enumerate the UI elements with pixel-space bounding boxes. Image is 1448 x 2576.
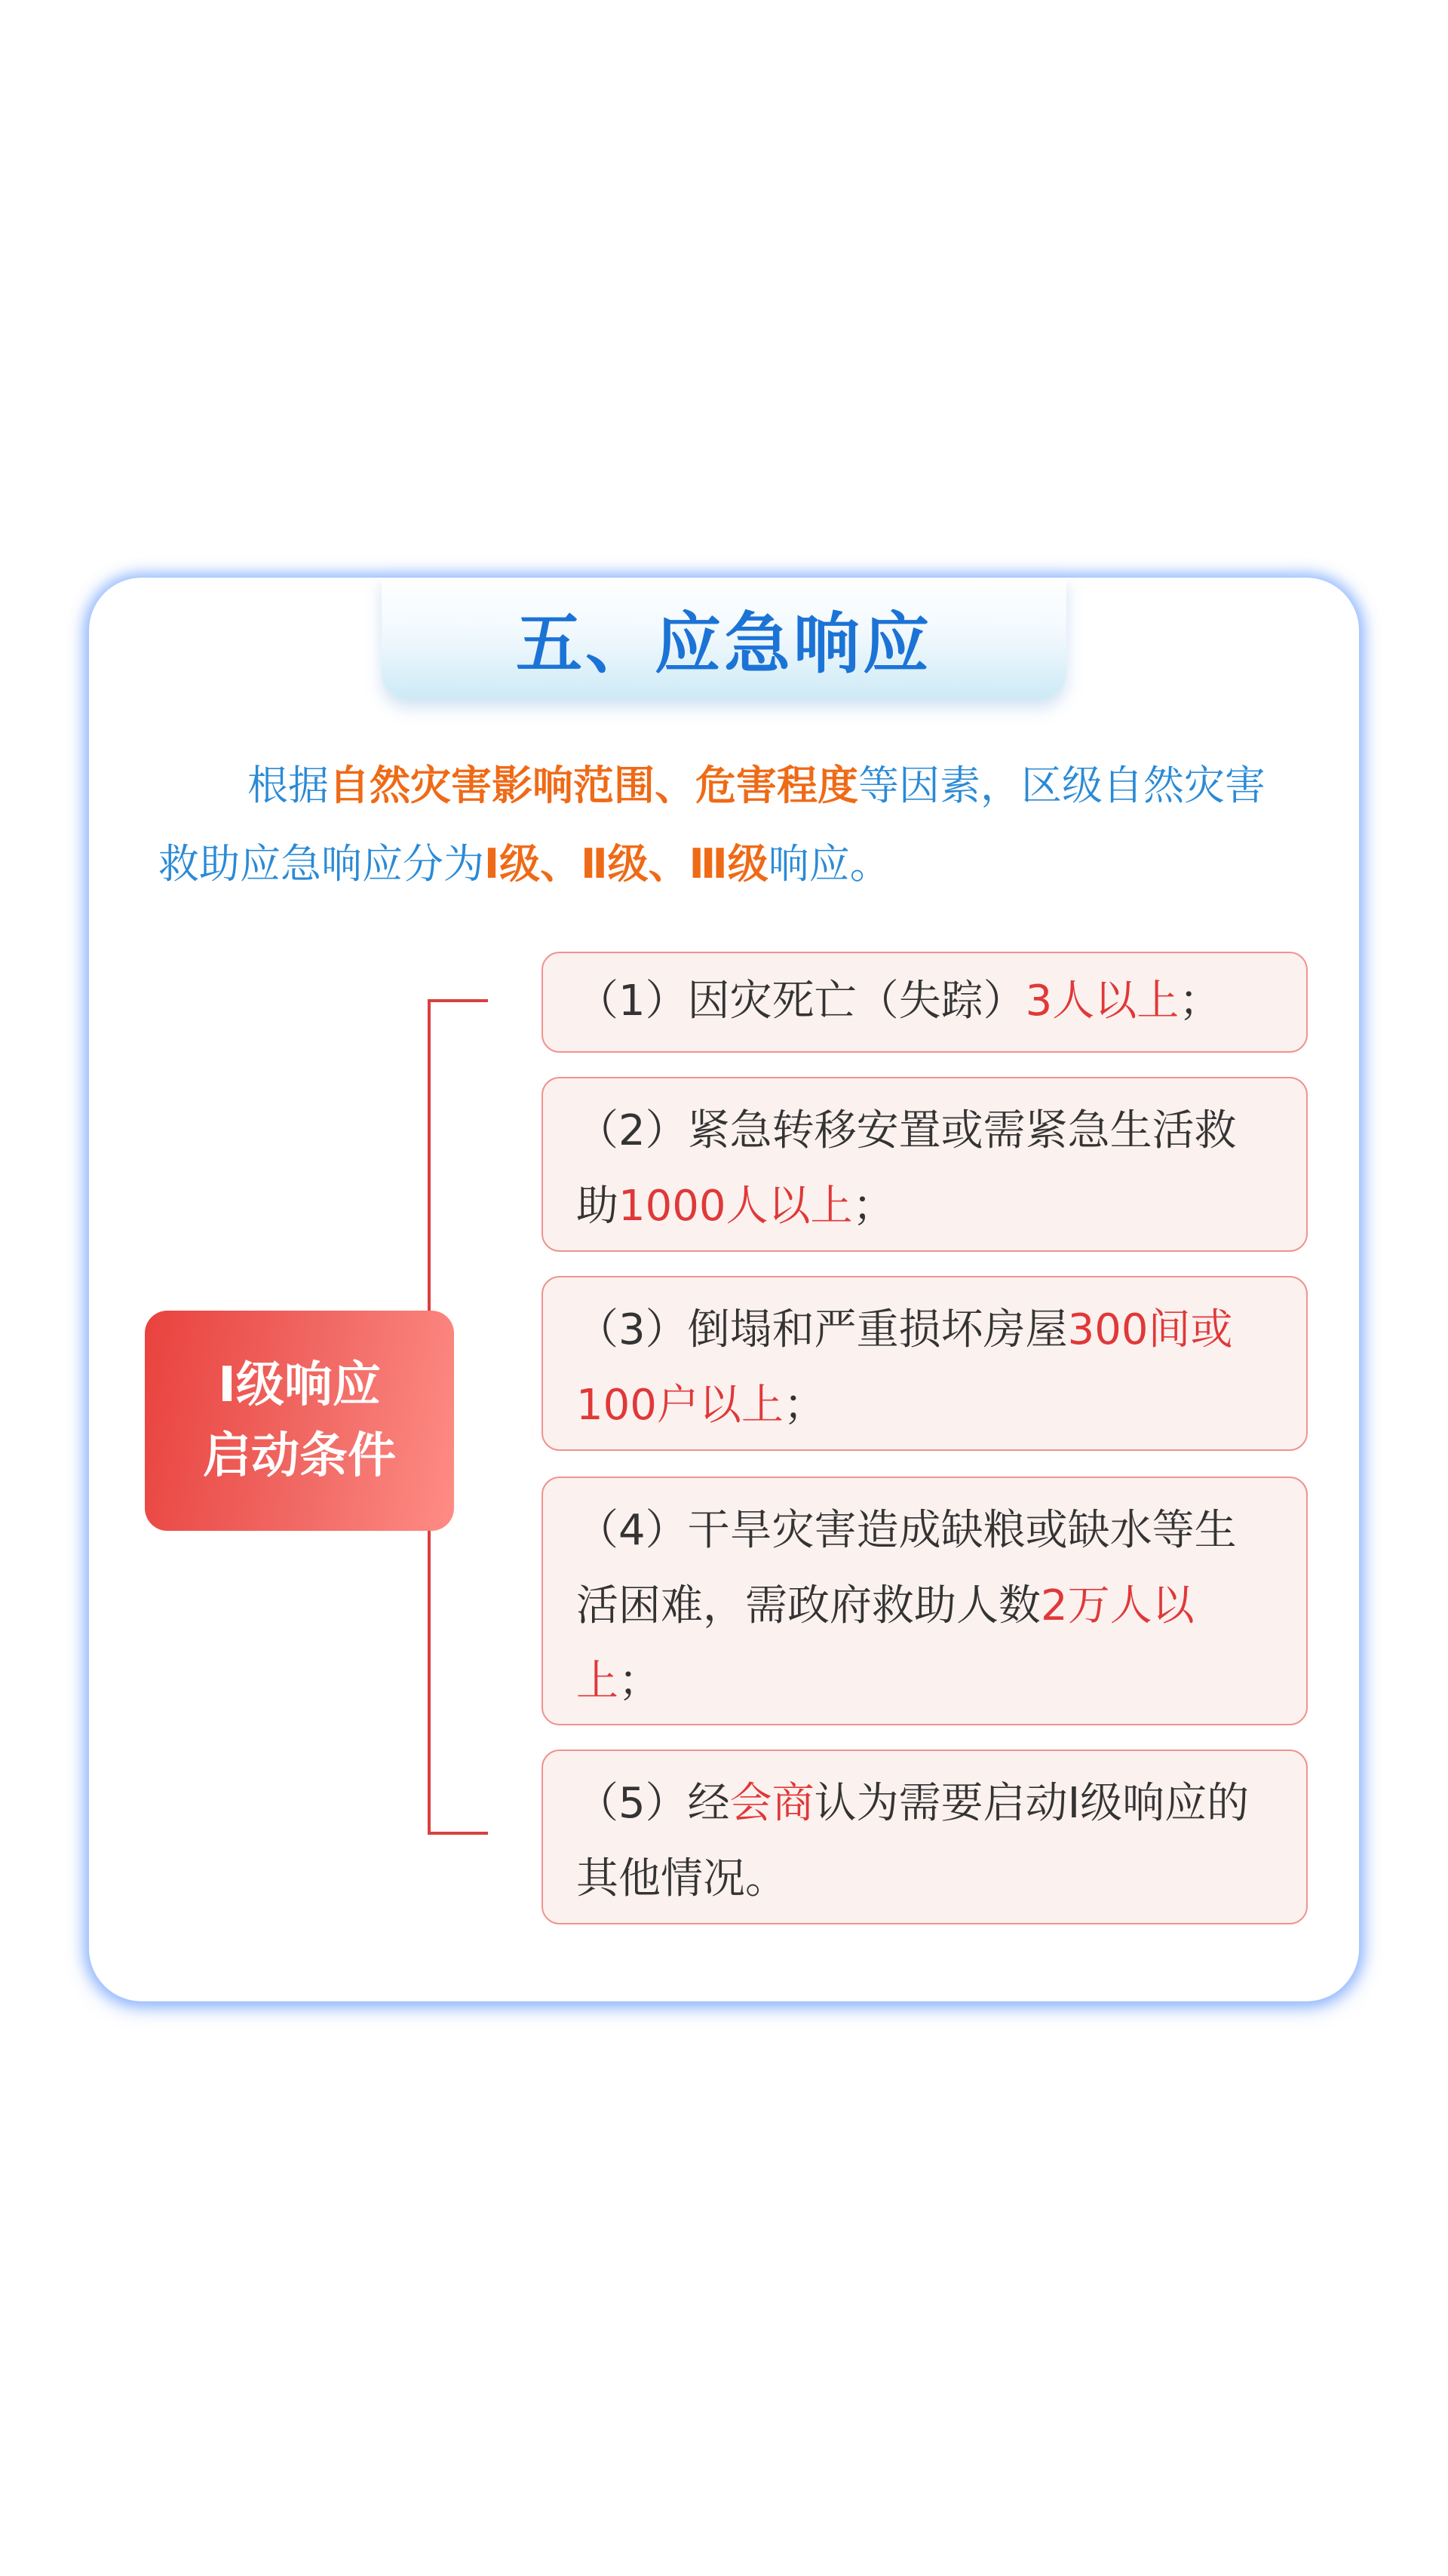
intro-prefix: 根据 xyxy=(247,762,329,809)
intro-highlight-levels: Ⅰ级、Ⅱ级、Ⅲ级 xyxy=(484,840,768,888)
intro-middle: 等因素，区级自然灾害救助应急响应分为 xyxy=(158,762,1265,888)
level-box-line1: Ⅰ级响应 xyxy=(218,1357,381,1413)
intro-suffix: 响应。 xyxy=(768,840,891,888)
condition-tail: ； xyxy=(1179,977,1222,1026)
condition-text: （1）因灾死亡（失踪） xyxy=(576,977,1026,1026)
intro-highlight-factors: 自然灾害影响范围、危害程度 xyxy=(329,762,858,809)
intro-paragraph xyxy=(158,747,1305,903)
condition-text: （2）紧急转移安置或需紧急生活救助 xyxy=(576,1106,1237,1231)
condition-highlight: 300间或100户以上 xyxy=(576,1305,1233,1430)
condition-text: （3）倒塌和严重损坏房屋 xyxy=(576,1305,1068,1354)
condition-item-2 xyxy=(541,1077,1308,1252)
condition-item-5 xyxy=(541,1750,1308,1924)
condition-highlight: 会商 xyxy=(729,1779,814,1828)
condition-highlight: 2万人以上 xyxy=(576,1581,1195,1706)
condition-tail: ； xyxy=(852,1182,895,1231)
condition-tail: ； xyxy=(618,1657,661,1706)
condition-highlight: 3人以上 xyxy=(1025,977,1180,1026)
condition-prefix: （5）经 xyxy=(576,1779,730,1828)
level-box-line2: 启动条件 xyxy=(203,1428,396,1484)
level-1-response-label xyxy=(145,1311,454,1531)
section-title: 五、应急响应 xyxy=(515,605,932,682)
condition-item-1 xyxy=(541,952,1308,1053)
bracket-bottom-tick xyxy=(428,1832,488,1835)
condition-tail: ； xyxy=(783,1381,826,1430)
condition-highlight: 1000人以上 xyxy=(618,1182,853,1231)
condition-text: 认为需要启动Ⅰ级响应的其他情况。 xyxy=(576,1779,1250,1903)
title-tab xyxy=(382,578,1066,700)
condition-item-3 xyxy=(541,1276,1308,1451)
condition-text: （4）干旱灾害造成缺粮或缺水等生活困难，需政府救助人数 xyxy=(576,1506,1237,1630)
bracket-top-tick xyxy=(428,999,488,1002)
condition-item-4 xyxy=(541,1477,1308,1725)
